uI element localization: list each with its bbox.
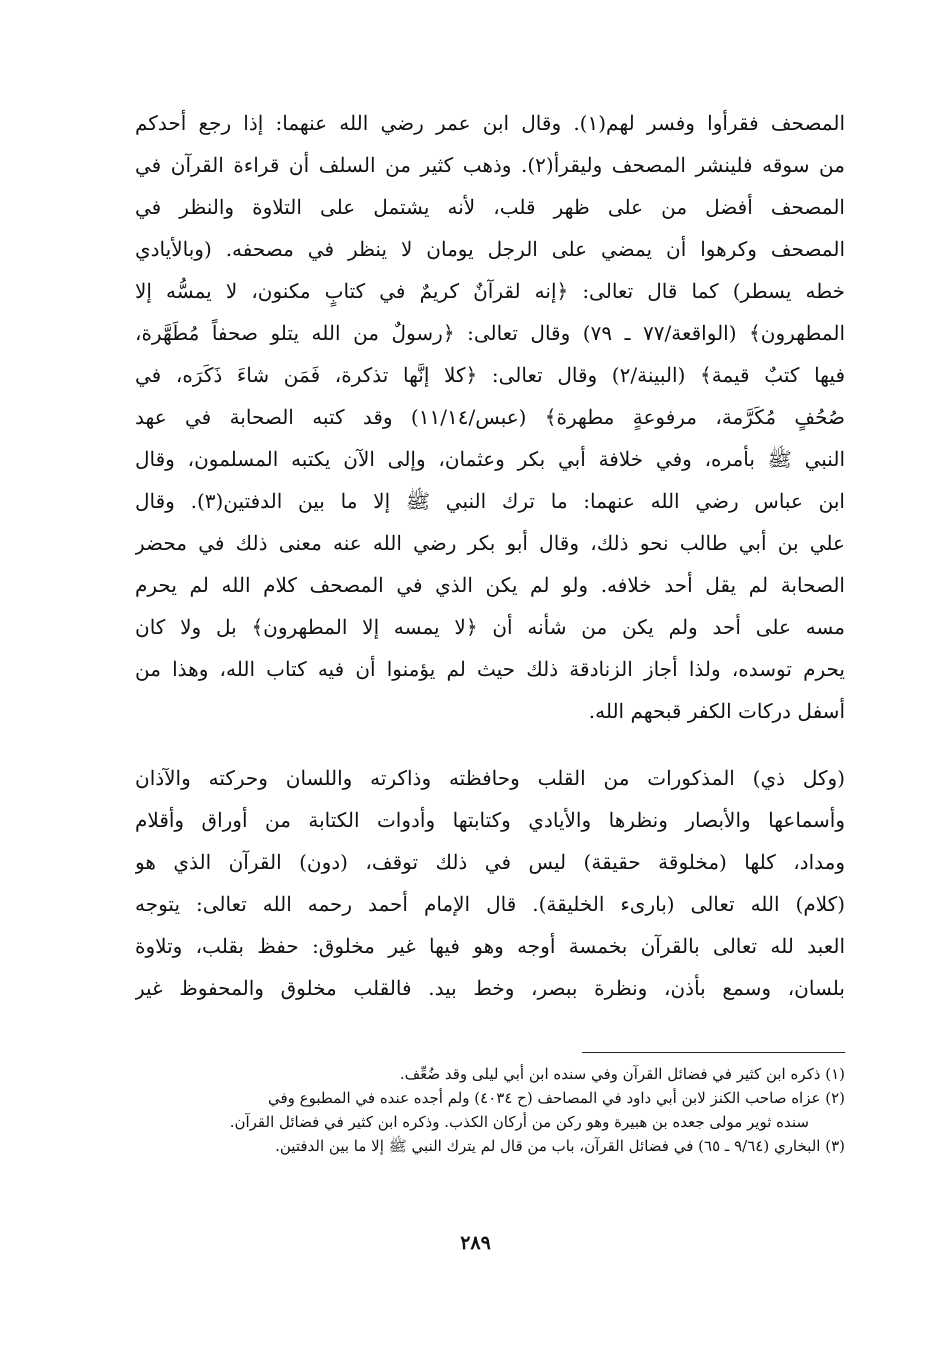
text-line: المطهرون﴾ (الواقعة/٧٧ ـ ٧٩) وقال تعالى: ﴿رسولٌ من الله يتلو صحفاً مُطَهَّرة، (135, 321, 845, 345)
text-line: صُحُفٍ مُكَرَّمة، مرفوعةٍ مطهرة﴾ (عبس/١١/١٤) وقد كتبه الصحابة في عهد (135, 405, 845, 429)
text-line: من سوقه فلينشر المصحف وليقرأ(٢). وذهب كثير من السلف أن قراءة القرآن في (135, 153, 845, 177)
text-line: علي بن أبي طالب نحو ذلك، وقال أبو بكر رضي الله عنه معنى ذلك في محضر (135, 531, 845, 555)
text-line: بلسان، وسمع بأذن، ونظرة ببصر، وخط بيد. فالقلب مخلوق والمحفوظ غير (135, 976, 845, 1000)
footnote-3: (٣) البخاري (٩/٦٤ ـ ٦٥) في فضائل القرآن، باب من قال لم يترك النبي ﷺ إلا ما بين الدفتين. (275, 1137, 845, 1155)
text-line: (وكل ذي) المذكورات من القلب وحافظته وذاكرته واللسان وحركته والآذان (135, 766, 845, 790)
text-line: ومداد، كلها (مخلوقة حقيقة) ليس في ذلك توقف، (دون) القرآن الذي هو (135, 850, 845, 874)
text-line: أسفل دركات الكفر قبحهم الله. (588, 699, 845, 723)
footnote-divider (582, 1052, 845, 1053)
text-line: المصحف فقرأوا وفسر لهم(١). وقال ابن عمر رضي الله عنهما: إذا رجع أحدكم (135, 111, 845, 135)
text-line: النبي ﷺ بأمره، وفي خلافة أبي بكر وعثمان، وإلى الآن يكتبه المسلمون، وقال (135, 447, 845, 471)
text-line: ابن عباس رضي الله عنهما: ما ترك النبي ﷺ إلا ما بين الدفتين(٣). وقال (135, 489, 845, 513)
text-line: يحرم توسده، ولذا أجاز الزنادقة ذلك حيث لم يؤمنوا أن فيه كتاب الله، وهذا من (135, 657, 845, 681)
text-line: (كلام) الله تعالى (بارىء الخليقة). قال الإمام أحمد رحمه الله تعالى: يتوجه (135, 892, 845, 916)
page-number: ٢٨٩ (460, 1232, 491, 1254)
text-line: العبد لله تعالى بالقرآن بخمسة أوجه وهو فيها غير مخلوق: حفظ بقلب، وتلاوة (135, 934, 845, 958)
text-line: وأسماعها والأبصار ونظرها والأيادي وكتابتها وأدوات الكتابة من أوراق وأقلام (135, 808, 845, 832)
footnote-2-continuation: سنده ثوير مولى جعده بن هبيرة وهو ركن من أركان الكذب. وذكره ابن كثير في فضائل القرآن. (229, 1113, 809, 1131)
paragraph-1 (135, 102, 845, 732)
text-line: المصحف وكرهوا أن يمضي على الرجل يومان لا ينظر في مصحفه. (وبالأيادي (135, 237, 845, 261)
text-line: مسه على أحد ولم يكن من شأنه أن ﴿لا يمسه إلا المطهرون﴾ بل ولا كان (135, 615, 845, 639)
paragraph-2 (135, 757, 845, 1009)
text-line: المصحف أفضل من على ظهر قلب، لأنه يشتمل على التلاوة والنظر في (135, 195, 845, 219)
text-line: فيها كتبٌ قيمة﴾ (البينة/٢) وقال تعالى: ﴿كلا إنَّها تذكرة، فَمَن شاءَ ذَكَرَه، في (135, 363, 845, 387)
footnote-1: (١) ذكره ابن كثير في فضائل القرآن وفي سنده ابن أبي ليلى وقد ضُعِّف. (399, 1065, 845, 1083)
footnotes (135, 1062, 845, 1158)
footnote-2: (٢) عزاه صاحب الكنز لابن أبي داود في المصاحف (ح ٤٠٣٤) ولم أجده عنده في المطبوع وفي (267, 1089, 845, 1107)
text-line: الصحابة لم يقل أحد خلافه. ولو لم يكن الذي في المصحف كلام الله لم يحرم (135, 573, 845, 597)
text-line: خطه يسطر) كما قال تعالى: ﴿إنه لقرآنٌ كريمٌ في كتابٍ مكنون، لا يمسُّه إلا (135, 279, 845, 303)
